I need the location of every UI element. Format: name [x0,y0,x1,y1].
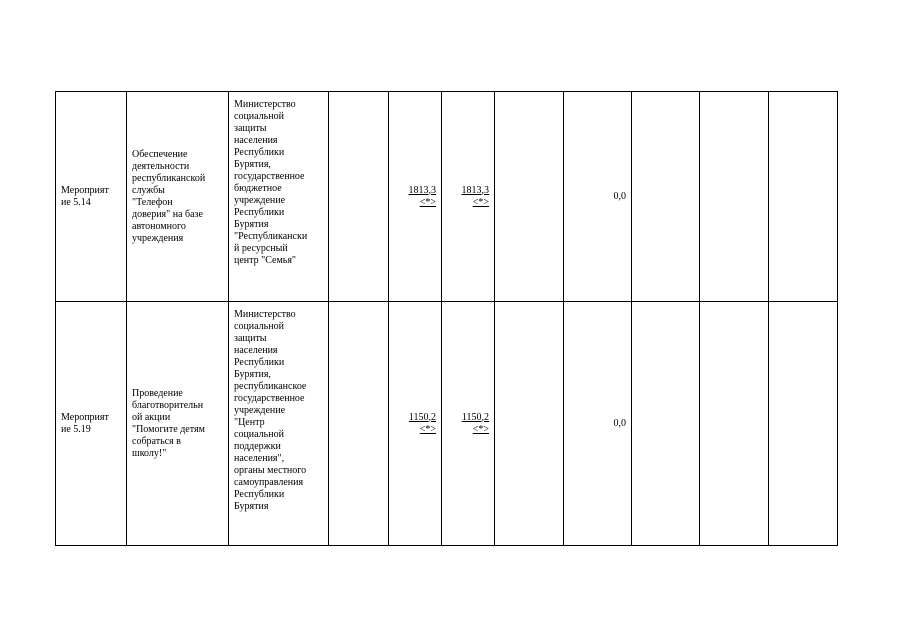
value-text: 0,0 [613,190,626,202]
event-name: Обеспечение деятельности республиканской службы "Телефон доверия" на базе автономного учреждения [132,148,206,244]
footnote-link[interactable]: <*> [419,196,436,208]
value-cell [389,92,442,302]
executor-text: Министерство социальной защиты населения Республики Бурятия, государственное бюджетное учреждение Республики Бурятия "Республикански й ресурсный центр "Семья" [234,99,308,266]
empty-cell [329,302,389,546]
event-id-cell [56,92,127,302]
value-cell [442,302,495,546]
event-name-cell [127,92,229,302]
table-row [56,92,838,302]
footnote-link[interactable]: <*> [419,423,436,435]
footnote-link[interactable]: <*> [472,196,489,208]
footnote-link[interactable]: <*> [472,423,489,435]
executor-cell [229,302,329,546]
value-cell [564,92,632,302]
event-id: Мероприят ие 5.14 [61,184,109,208]
empty-cell [495,92,564,302]
value-link[interactable]: 1813,3 [461,184,489,196]
empty-cell [769,92,838,302]
empty-cell [632,92,700,302]
event-id: Мероприят ие 5.19 [61,411,109,435]
event-id-cell [56,302,127,546]
value-link[interactable]: 1813,3 [408,184,436,196]
value-link[interactable]: 1150,2 [461,411,489,423]
table-row [56,302,838,546]
empty-cell [769,302,838,546]
executor-cell [229,92,329,302]
value-text: 0,0 [613,417,626,429]
value-cell [564,302,632,546]
event-name: Проведение благотворительн ой акции "Помогите детям собраться в школу!" [132,387,205,459]
budget-table [55,91,838,546]
executor-text: Министерство социальной защиты населения Республики Бурятия, республиканское государственное учреждение "Центр социальной поддержки населения", органы местного самоуправления Республики Бурятия [234,309,307,512]
empty-cell [495,302,564,546]
empty-cell [700,92,769,302]
event-name-cell [127,302,229,546]
empty-cell [632,302,700,546]
value-cell [442,92,495,302]
empty-cell [700,302,769,546]
value-link[interactable]: 1150,2 [408,411,436,423]
value-cell [389,302,442,546]
empty-cell [329,92,389,302]
